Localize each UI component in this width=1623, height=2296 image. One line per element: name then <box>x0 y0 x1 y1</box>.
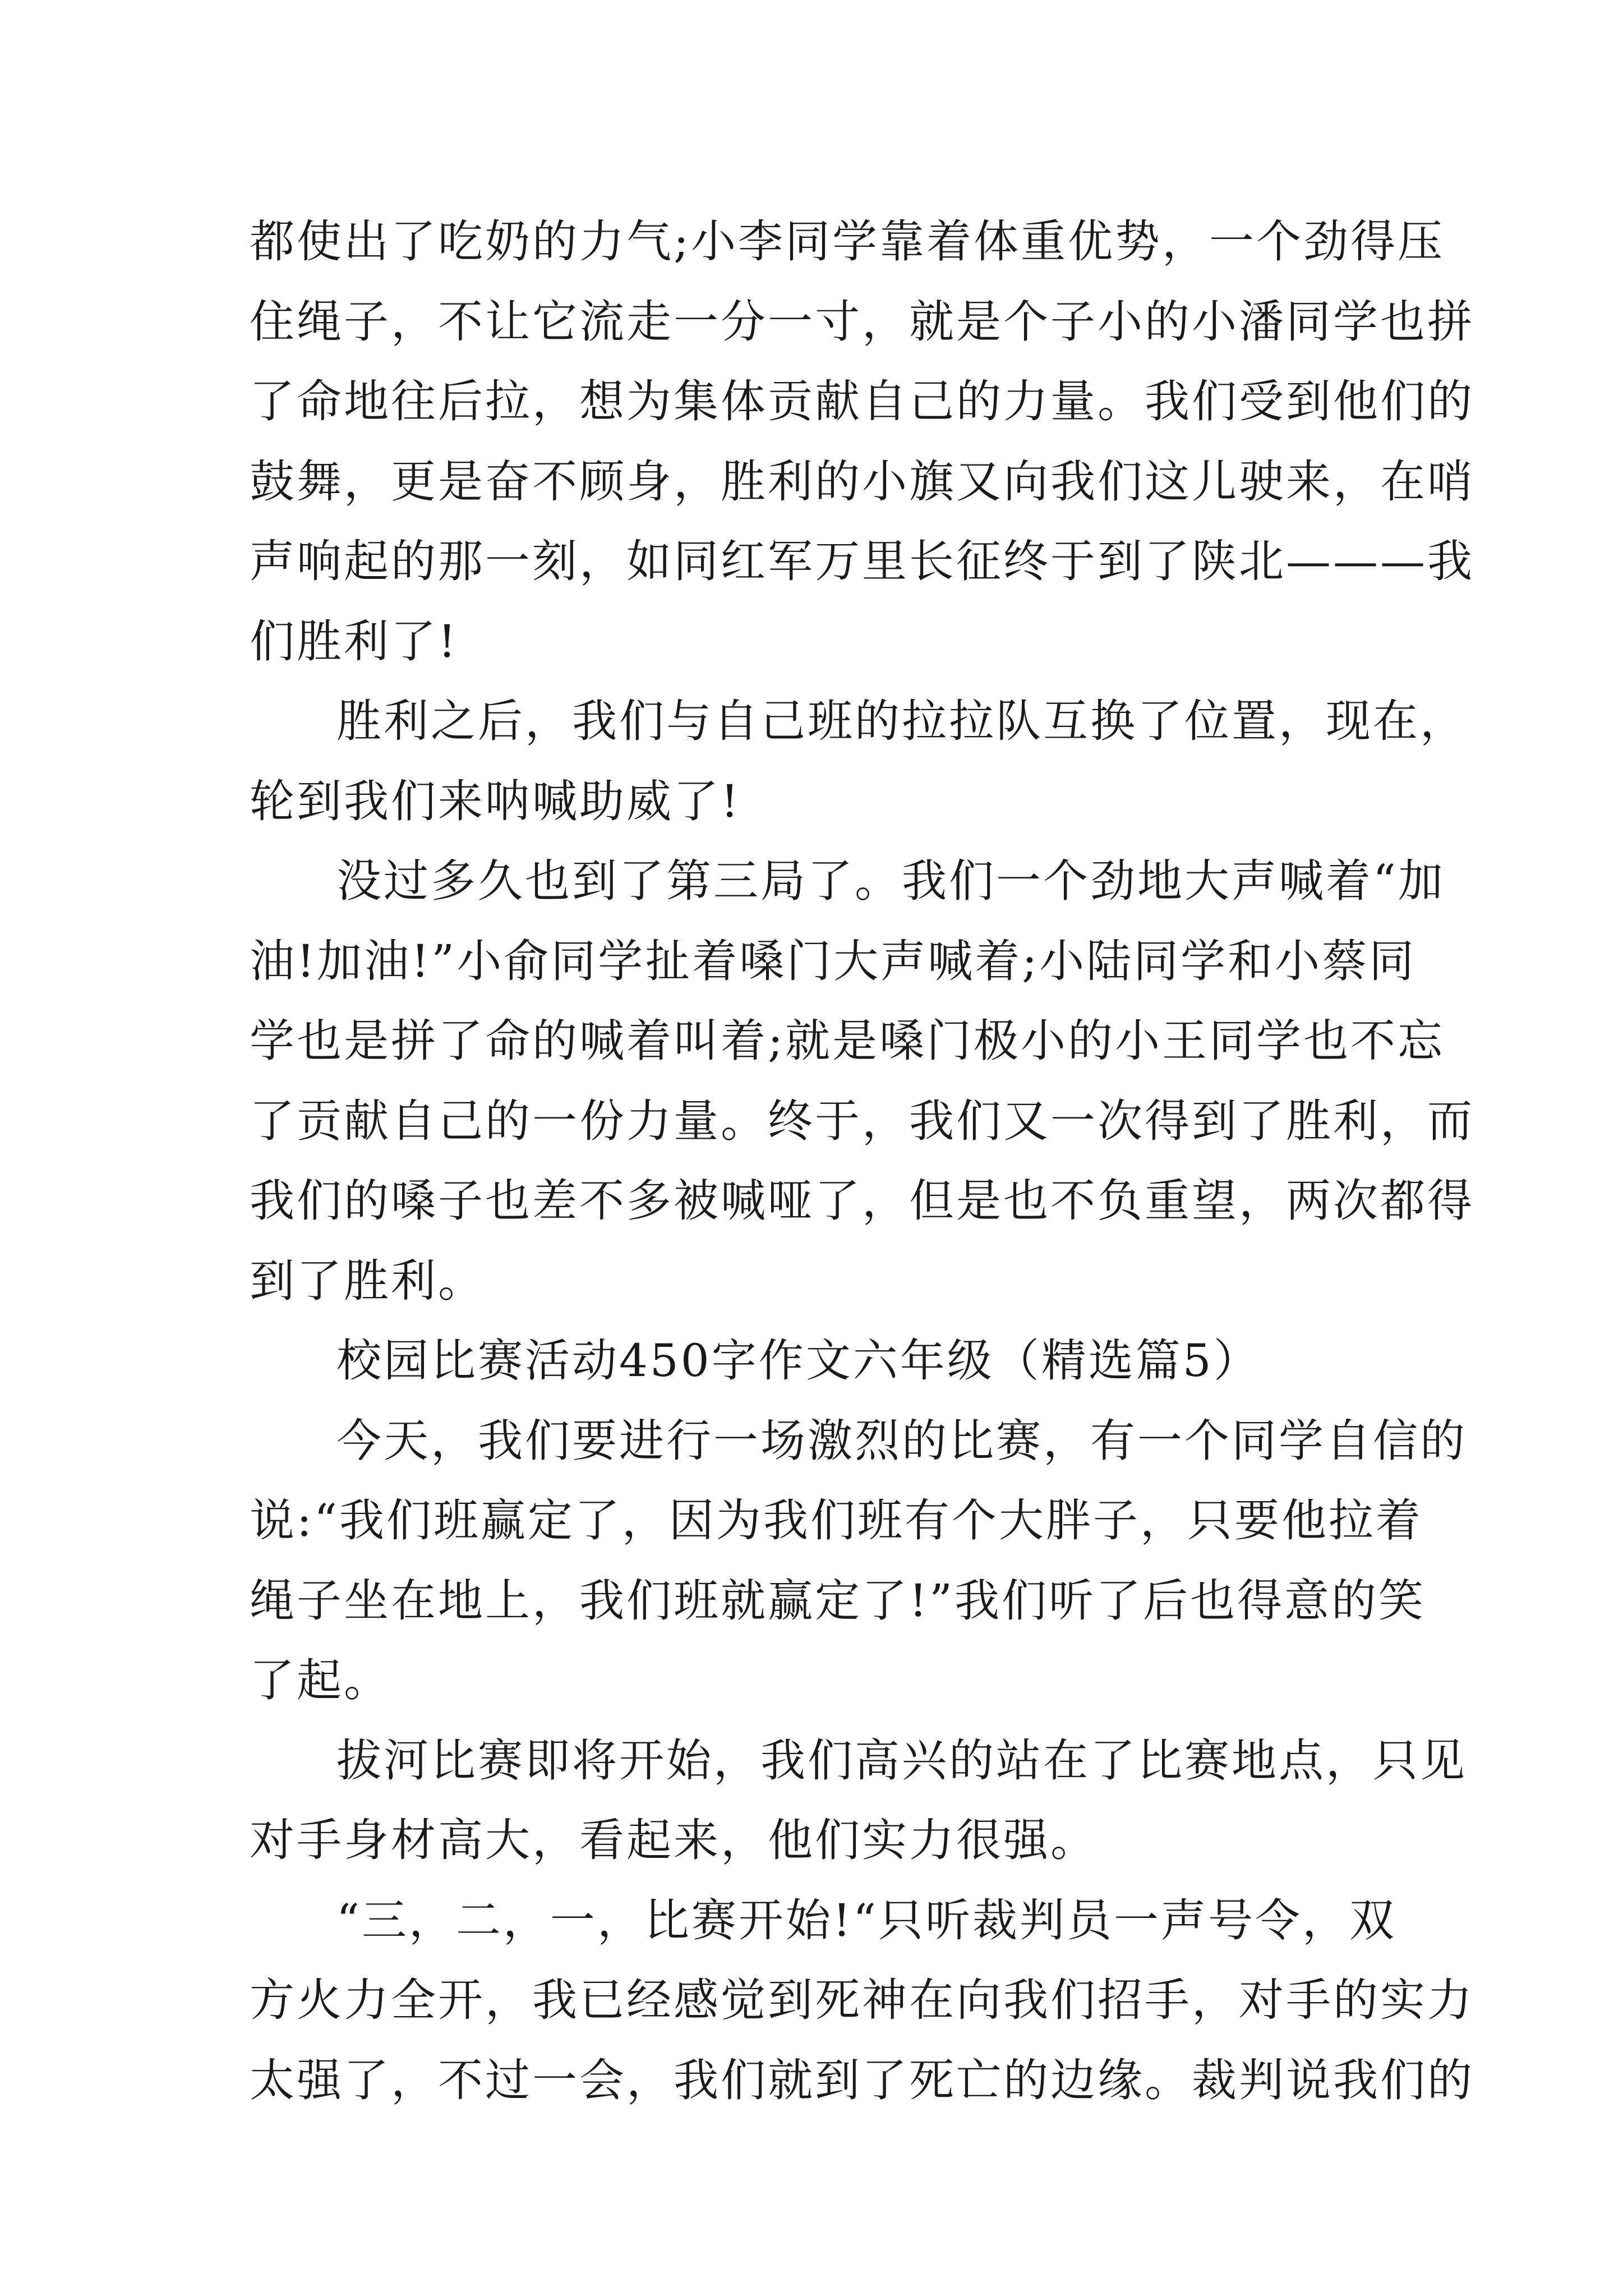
document-body <box>250 202 1474 2120</box>
text-line: 太强了，不过一会，我们就到了死亡的边缘。裁判说我们的 <box>250 2054 1474 2106</box>
text-line: 对手身材高大，看起来，他们实力很强。 <box>250 1814 1098 1866</box>
text-line: 到了胜利。 <box>250 1254 485 1307</box>
text-line: 了起。 <box>250 1654 391 1706</box>
text-line: 今天，我们要进行一场激烈的比赛，有一个同学自信的 <box>336 1414 1467 1467</box>
text-line: 轮到我们来呐喊助威了! <box>250 775 741 827</box>
section-heading: 校园比赛活动450字作文六年级（精选篇5） <box>336 1335 1261 1387</box>
text-line: 绳子坐在地上，我们班就赢定了!”我们听了后也得意的笑 <box>250 1574 1426 1627</box>
text-line: 都使出了吃奶的力气;小李同学靠着体重优势，一个劲得压 <box>250 215 1445 268</box>
text-line: “三，二，一，比赛开始!“只听裁判员一声号令，双 <box>336 1894 1396 1947</box>
text-line: 方火力全开，我已经感觉到死神在向我们招手，对手的实力 <box>250 1974 1474 2026</box>
paragraph-countdown <box>250 1881 1474 2121</box>
paragraph-confident-classmate <box>250 1401 1467 1721</box>
text-line: 说:“我们班赢定了，因为我们班有个大胖子，只要他拉着 <box>250 1494 1423 1547</box>
text-line: 学也是拼了命的喊着叫着;就是嗓门极小的小王同学也不忘 <box>250 1015 1445 1067</box>
paragraph-tug-of-war-victory <box>250 202 1474 682</box>
text-line: 拔河比赛即将开始，我们高兴的站在了比赛地点，只见 <box>336 1734 1467 1787</box>
text-line: 了命地往后拉，想为集体贡献自己的力量。我们受到他们的 <box>250 375 1474 427</box>
text-line: 没过多久也到了第三局了。我们一个劲地大声喊着“加 <box>336 855 1445 907</box>
text-line: 们胜利了! <box>250 615 459 668</box>
text-line: 胜利之后，我们与自己班的拉拉队互换了位置，现在， <box>336 695 1467 747</box>
paragraph-match-start <box>250 1721 1467 1881</box>
text-line: 了贡献自己的一份力量。终于，我们又一次得到了胜利，而 <box>250 1094 1474 1147</box>
text-line: 油!加油!”小俞同学扯着嗓门大声喊着;小陆同学和小蔡同 <box>250 935 1417 987</box>
text-line: 鼓舞，更是奋不顾身，胜利的小旗又向我们这儿驶来，在哨 <box>250 455 1474 508</box>
text-line: 住绳子，不让它流走一分一寸，就是个子小的小潘同学也拼 <box>250 295 1474 348</box>
paragraph-cheer-swap <box>250 682 1467 841</box>
text-line: 我们的嗓子也差不多被喊哑了，但是也不负重望，两次都得 <box>250 1175 1474 1227</box>
text-line: 声响起的那一刻，如同红军万里长征终于到了陕北———我 <box>250 535 1474 587</box>
paragraph-third-round <box>250 841 1474 1321</box>
